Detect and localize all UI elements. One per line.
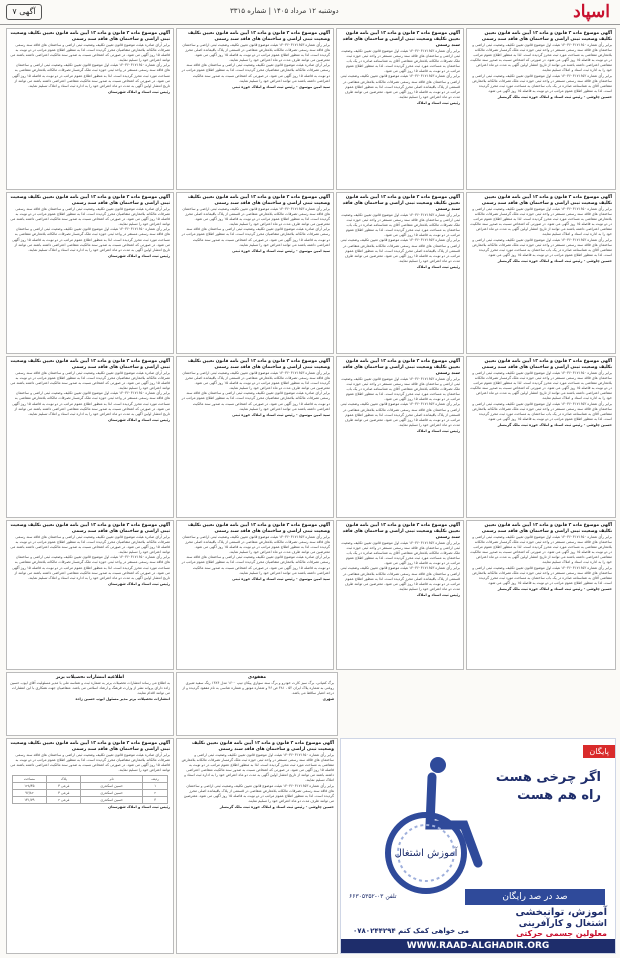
notice-title: آگهی موضوع ماده ۳ قانون و ماده ۱۳ آیین نامه قانون تعیین تکلیف وضعیت ثبتی اراضی و ساختمان های فاقد سند رسمی (10, 523, 170, 534)
table-cell: حسین اسکندری (81, 797, 143, 804)
issue-date: دوشنبه ۱۲ مرداد ۱۴۰۵ | شماره ۳۳۱۵ (230, 7, 339, 15)
notice-block (467, 29, 615, 189)
ad-ribbon: پایگان (583, 745, 615, 758)
wheel-text: آموزش اشتغال (394, 848, 458, 859)
publisher-notice-block (7, 673, 173, 735)
notice-body: برابر رأی شماره ۱۴۰۳۶۰۳۱۷۱۶۵۲ هیئت اول موضوع قانون تعیین تکلیف وضعیت ثبتی اراضی و ساختمان های فاقد سند رسمی مستقر در واحد ثبتی حوزه ثبت ملک تصرفات مالکانه بلامعارض متقاضی آقای به شناسنامه صادره در یک باب ساختمان به مساحت مورد ثبت محرز گردیده است. لذا به منظور اطلاع عموم مراتب در دو نوبت به فاصله ۱۵ روز آگهی می شود. (341, 213, 460, 238)
notice-body: برابر رأی شماره ۱۴۰۳۶۰۳۱۷۱۶۵۰ هیئت اول موضوع قانون تعیین تکلیف وضعیت ثبتی اراضی و ساختمان های فاقد سند رسمی مستقر در واحد ثبتی حوزه ثبت ملک گرمسار تصرفات مالکانه بلامعارض متقاضی به مساحت مورد ثبت محرز گردیده است. لذا به منظور اطلاع عموم مراتب در دو نوبت به فاصله ۱۵ روز آگهی می شود. در صورتی که اشخاص نسبت به صدور سند مالکیت متقاضی اعتراضی داشته باشند می توانند از تاریخ انتشار اولین آگهی به مدت دو ماه اعتراض خود را به اداره ثبت اسناد و املاک تسلیم نمایند. (470, 371, 612, 401)
ad-website: WWW.RAAD-ALGHADIR.ORG (341, 939, 615, 953)
notice-title: آگهی موضوع ماده ۳ قانون و ماده ۱۳ آیین نامه قانون تعیین تکلیف وضعیت ثبتی اراضی و ساختمان های فاقد سند رسمی (342, 523, 460, 540)
notice-signature: حسین چاوشی - رئیس ثبت اسناد و املاک حوزه ثبت ملک گرمسار (219, 804, 334, 809)
table-header: مساحت (12, 776, 46, 783)
table-cell: ۱۴۱/۷۹ (12, 797, 46, 804)
notice-body: برابر رأی شماره ۱۴۰۳۶۰۳۱۷۱۶۵۲ هیئت اول موضوع قانون تعیین تکلیف وضعیت ثبتی اراضی و ساختمان های فاقد سند رسمی مستقر در واحد ثبتی حوزه ثبت ملک تصرفات مالکانه بلامعارض متقاضی آقای به شناسنامه صادره در یک باب ساختمان به مساحت مورد ثبت محرز گردیده است. لذا به منظور اطلاع عموم مراتب در دو نوبت به فاصله ۱۵ روز آگهی می شود. (472, 565, 612, 585)
notice-signature: حسین چاوشی - رئیس ثبت اسناد و املاک حوزه ثبت ملک گرمسار (497, 258, 612, 263)
notice-column (176, 356, 334, 518)
table-header: ردیف (142, 776, 168, 783)
publisher-title: اطلاعیه انتشارات تحصیلات برتر (56, 675, 124, 680)
notice-body: برابر آرای صادره هیئت موضوع قانون تعیین تکلیف وضعیت ثبتی اراضی و ساختمان های فاقد سند رسمی تصرفات مالکانه بلامعارض متقاضیان محرز گردیده است. لذا به منظور اطلاع عموم مراتب در دو نوبت به فاصله ۱۵ روز آگهی می شود. در صورتی که اشخاص نسبت به صدور سند مالکیت اعتراضی داشته باشند می توانند اعتراض خود را تسلیم نمایند. (181, 63, 330, 83)
notice-with-table (6, 738, 174, 954)
notice-block (337, 29, 463, 189)
notice-title: آگهی موضوع ماده ۳ قانون و ماده ۱۳ آیین نامه قانون تعیین تکلیف وضعیت ثبتی اراضی و ساختمان های فاقد سند رسمی (10, 31, 170, 42)
notice-title: آگهی موضوع ماده ۳ قانون و ماده ۱۳ آیین نامه قانون تعیین تکلیف وضعیت ثبتی اراضی و ساختمان های فاقد سند رسمی (187, 359, 330, 370)
notice-title: آگهی موضوع ماده ۳ قانون و ماده ۱۳ آیین نامه قانون تعیین تکلیف وضعیت ثبتی اراضی و ساختمان های فاقد سند رسمی (10, 359, 170, 370)
notice-column (6, 356, 174, 518)
notice-column (336, 192, 464, 354)
notice-signature: رئیس ثبت اسناد و املاک شهرستان (108, 581, 170, 586)
notice-signature: رئیس ثبت اسناد و املاک (416, 264, 460, 269)
notice-block (467, 521, 615, 669)
notice-title: آگهی موضوع ماده ۳ قانون و ماده ۱۳ آیین نامه قانون تعیین تکلیف وضعیت ثبتی اراضی و ساختمان های فاقد سند رسمی (481, 523, 612, 534)
charity-advertisement (340, 738, 616, 954)
notice-title: آگهی موضوع ماده ۳ قانون و ماده ۱۳ آیین نامه قانون تعیین تکلیف وضعیت ثبتی اراضی و ساختمان های فاقد سند رسمی (481, 195, 612, 206)
notice-column (176, 28, 334, 190)
publisher-signature: انتشارات تحصیلات برتر مدیر مسئول ایوب حسین زاده (75, 697, 170, 702)
notice-block (337, 521, 463, 669)
ad-line-3: معلولین جسمی حرکتی (516, 929, 607, 938)
notice-signature: رئیس ثبت اسناد و املاک شهرستان (108, 417, 170, 422)
lost-city: شهری (322, 697, 334, 702)
notice-column (176, 192, 334, 354)
table-cell: ۳ (142, 797, 168, 804)
notice-block (177, 521, 333, 669)
notice-body: برابر رأی شماره ۱۴۰۳۶۰۳۱۷۱۶۵۰ هیئت اول موضوع قانون تعیین تکلیف وضعیت ثبتی اراضی و ساختمان های فاقد سند رسمی مستقر در واحد ثبتی حوزه ثبت ملک گرمسار تصرفات مالکانه بلامعارض متقاضی به مساحت مورد ثبت محرز گردیده است. لذا به منظور اطلاع عموم مراتب در دو نوبت به فاصله ۱۵ روز آگهی می شود. در صورتی که اشخاص نسبت به صدور سند مالکیت متقاضی اعتراضی داشته باشند می توانند از تاریخ انتشار اولین آگهی به مدت دو ماه اعتراض خود را به اداره ثبت اسناد و املاک تسلیم نمایند. (12, 63, 170, 88)
notice-body: برابر رأی شماره ۱۴۰۳۶۰۳۱۷۱۶۵۰ هیئت اول موضوع قانون تعیین تکلیف وضعیت ثبتی اراضی و ساختمان های فاقد سند رسمی مستقر در واحد ثبتی حوزه ثبت ملک گرمسار تصرفات مالکانه بلامعارض متقاضی به مساحت مورد ثبت محرز گردیده است. لذا به منظور اطلاع عموم مراتب در دو نوبت به فاصله ۱۵ روز آگهی می شود. در صورتی که اشخاص نسبت به صدور سند مالکیت متقاضی اعتراضی داشته باشند می توانند از تاریخ انتشار اولین آگهی به مدت دو ماه اعتراض خود را به اداره ثبت اسناد و املاک تسلیم نمایند. (12, 391, 170, 416)
notice-signature: سید امین موسوی - رئیس ثبت اسناد و املاک حوزه ثبتی (232, 248, 330, 253)
notice-body: برابر آرای صادره هیئت موضوع قانون تعیین تکلیف وضعیت ثبتی اراضی و ساختمان های فاقد سند رسمی تصرفات مالکانه بلامعارض متقاضیان محرز گردیده است. لذا به منظور اطلاع عموم مراتب در دو نوبت به فاصله ۱۵ روز آگهی می شود. در صورتی که اشخاص نسبت به صدور سند مالکیت اعتراضی داشته باشند می توانند اعتراض خود را تسلیم نمایند. (181, 555, 330, 575)
middle-bottom-block (176, 738, 338, 954)
notice-title: آگهی موضوع ماده ۳ قانون و ماده ۱۳ آیین نامه قانون تعیین تکلیف وضعیت ثبتی اراضی و ساختمان های فاقد سند رسمی (187, 523, 330, 534)
notice-column (336, 28, 464, 190)
notice-body: برابر رأی شماره ۱۴۰۳۶۰۳۱۷۱۶۵۲ هیئت اول موضوع قانون تعیین تکلیف وضعیت ثبتی اراضی و ساختمان های فاقد سند رسمی مستقر در واحد ثبتی حوزه ثبت ملک تصرفات مالکانه بلامعارض متقاضی آقای به شناسنامه صادره در یک باب ساختمان به مساحت مورد ثبت محرز گردیده است. لذا به منظور اطلاع عموم مراتب در دو نوبت به فاصله ۱۵ روز آگهی می شود. (341, 377, 460, 402)
table-cell: ۱۲۸/۴۵ (12, 783, 46, 790)
notice-body: برابر رأی شماره ۱۴۰۳۶۰۳۱۷۱۶۵۳ هیئت موضوع قانون تعیین تکلیف وضعیت ثبتی اراضی و ساختمان های فاقد سند رسمی تصرفات مالکانه بلامعارض متقاضی در قسمتی از پلاک باقیمانده اصلی محرز گردیده است. لذا به منظور اطلاع عموم مراتب در دو نوبت به فاصله ۱۵ روز آگهی می شود. معترضین می توانند ظرف مدت دو ماه اعتراض خود را تسلیم نمایند. (183, 783, 334, 803)
notice-column (6, 192, 174, 354)
table-header: پلاک (47, 776, 81, 783)
table-cell: ۲ (142, 790, 168, 797)
ad-headline (481, 769, 601, 805)
notice-body: برابر رأی شماره ۱۴۰۳۶۰۳۱۷۱۶۵۰ هیئت اول موضوع قانون تعیین تکلیف وضعیت ثبتی اراضی و ساختمان های فاقد سند رسمی مستقر در واحد ثبتی حوزه ثبت ملک گرمسار تصرفات مالکانه بلامعارض متقاضی به مساحت مورد ثبت محرز گردیده است. لذا به منظور اطلاع عموم مراتب در دو نوبت به فاصله ۱۵ روز آگهی می شود. در صورتی که اشخاص نسبت به صدور سند مالکیت متقاضی اعتراضی داشته باشند می توانند از تاریخ انتشار اولین آگهی به مدت دو ماه اعتراض خود را به اداره ثبت اسناد و املاک تسلیم نمایند. (12, 227, 170, 252)
notice-title: آگهی موضوع ماده ۳ قانون و ماده ۱۳ آیین نامه قانون تعیین تکلیف وضعیت ثبتی اراضی و ساختمان های فاقد سند رسمی (342, 195, 460, 212)
notice-body: برابر رأی شماره ۱۴۰۳۶۰۳۱۷۱۶۵۲ هیئت اول موضوع قانون تعیین تکلیف وضعیت ثبتی اراضی و ساختمان های فاقد سند رسمی مستقر در واحد ثبتی حوزه ثبت ملک تصرفات مالکانه بلامعارض متقاضی آقای به شناسنامه صادره در یک باب ساختمان به مساحت مورد ثبت محرز گردیده است. لذا به منظور اطلاع عموم مراتب در دو نوبت به فاصله ۱۵ روز آگهی می شود. (472, 237, 612, 257)
notice-signature: سید امین موسوی - رئیس ثبت اسناد و املاک حوزه ثبتی (232, 412, 330, 417)
table-cell: حسین اسکندری (81, 790, 143, 797)
notice-body: برابر آرای صادره هیئت موضوع قانون تعیین تکلیف وضعیت ثبتی اراضی و ساختمان های فاقد سند رسمی تصرفات مالکانه بلامعارض متقاضیان محرز گردیده است. لذا به منظور اطلاع عموم مراتب در دو نوبت به فاصله ۱۵ روز آگهی می شود. در صورتی که اشخاص نسبت به صدور سند مالکیت اعتراضی داشته باشند می توانند اعتراض خود را تسلیم نمایند. (10, 535, 170, 555)
notice-column (336, 520, 464, 670)
notice-block (177, 357, 333, 517)
notice-signature: رئیس ثبت اسناد و املاک (416, 100, 460, 105)
notice-signature: رئیس ثبت اسناد و املاک شهرستان (108, 253, 170, 258)
table-cell: ۱ (142, 783, 168, 790)
notice-signature: رئیس ثبت اسناد و املاک (416, 428, 460, 433)
ad-phone: تلفن ۰۳-۶۶۳۰۵۳۵۲ (349, 893, 397, 900)
table-row (12, 797, 168, 804)
notice-signature: حسین چاوشی - رئیس ثبت اسناد و املاک حوزه ثبت ملک گرمسار (497, 586, 612, 591)
notice-column (176, 520, 334, 670)
notice-title: آگهی موضوع ماده ۳ قانون و ماده ۱۳ آیین نامه قانون تعیین تکلیف وضعیت ثبتی اراضی و ساختمان های فاقد سند رسمی (481, 359, 612, 370)
notice-body: برابر رأی شماره ۱۴۰۳۶۰۳۱۷۱۶۵۳ هیئت موضوع قانون تعیین تکلیف وضعیت ثبتی اراضی و ساختمان های فاقد سند رسمی تصرفات مالکانه بلامعارض متقاضی در قسمتی از پلاک باقیمانده اصلی محرز گردیده است. لذا به منظور اطلاع عموم مراتب در دو نوبت به فاصله ۱۵ روز آگهی می شود. معترضین می توانند ظرف مدت دو ماه اعتراض خود را تسلیم نمایند. (182, 371, 330, 391)
notice-title: آگهی موضوع ماده ۳ قانون و ماده ۱۳ آیین نامه قانون تعیین تکلیف وضعیت ثبتی اراضی و ساختمان های فاقد سند رسمی (342, 359, 460, 376)
notice-body: برابر آرای صادره هیئت موضوع قانون تعیین تکلیف وضعیت ثبتی اراضی و ساختمان های فاقد سند رسمی تصرفات مالکانه بلامعارض متقاضیان محرز گردیده است. لذا به منظور اطلاع عموم مراتب در دو نوبت به فاصله ۱۵ روز آگهی می شود. در صورتی که اشخاص نسبت به صدور سند مالکیت اعتراضی داشته باشند می توانند اعتراض خود را تسلیم نمایند. (10, 43, 170, 63)
notice-block (7, 521, 173, 669)
notice-block (177, 29, 333, 189)
ad-line-1: آموزش، توانبخشی (515, 907, 607, 918)
table-row (12, 783, 168, 790)
notice-block (337, 357, 463, 517)
notice-block (177, 739, 337, 953)
notice-signature: سید امین موسوی - رئیس ثبت اسناد و املاک حوزه ثبتی (232, 84, 330, 89)
notice-body: برابر رأی شماره ۱۴۰۳۶۰۳۱۷۱۶۵۳ هیئت موضوع قانون تعیین تکلیف وضعیت ثبتی اراضی و ساختمان های فاقد سند رسمی تصرفات مالکانه بلامعارض متقاضی در قسمتی از پلاک باقیمانده اصلی محرز گردیده است. لذا به منظور اطلاع عموم مراتب در دو نوبت به فاصله ۱۵ روز آگهی می شود. معترضین می توانند ظرف مدت دو ماه اعتراض خود را تسلیم نمایند. (340, 566, 460, 591)
lost-notice (176, 672, 338, 736)
notice-signature: رئیس ثبت اسناد و املاک (416, 592, 460, 597)
notice-signature: حسین چاوشی - رئیس ثبت اسناد و املاک حوزه ثبت ملک گرمسار (497, 422, 612, 427)
notice-body: برابر رأی شماره ۱۴۰۳۶۰۳۱۷۱۶۵۳ هیئت موضوع قانون تعیین تکلیف وضعیت ثبتی اراضی و ساختمان های فاقد سند رسمی تصرفات مالکانه بلامعارض متقاضی در قسمتی از پلاک باقیمانده اصلی محرز گردیده است. لذا به منظور اطلاع عموم مراتب در دو نوبت به فاصله ۱۵ روز آگهی می شود. معترضین می توانند ظرف مدت دو ماه اعتراض خود را تسلیم نمایند. (340, 402, 460, 427)
notice-column (466, 192, 616, 354)
notice-block (467, 357, 615, 517)
notice-body: برابر رأی شماره ۱۴۰۳۶۰۳۱۷۱۶۵۲ هیئت اول موضوع قانون تعیین تکلیف وضعیت ثبتی اراضی و ساختمان های فاقد سند رسمی مستقر در واحد ثبتی حوزه ثبت ملک تصرفات مالکانه بلامعارض متقاضی آقای به شناسنامه صادره در یک باب ساختمان به مساحت مورد ثبت محرز گردیده است. لذا به منظور اطلاع عموم مراتب در دو نوبت به فاصله ۱۵ روز آگهی می شود. (341, 541, 460, 566)
notice-body: برابر آرای صادره هیئت موضوع قانون تعیین تکلیف وضعیت ثبتی اراضی و ساختمان های فاقد سند رسمی تصرفات مالکانه بلامعارض متقاضیان محرز گردیده است. لذا به منظور اطلاع عموم مراتب در دو نوبت به فاصله ۱۵ روز آگهی می شود. در صورتی که اشخاص نسبت به صدور سند مالکیت اعتراضی داشته باشند می توانند اعتراض خود را تسلیم نمایند. (10, 753, 170, 773)
notice-body: برابر رأی شماره ۱۴۰۳۶۰۳۱۷۱۶۵۳ هیئت موضوع قانون تعیین تکلیف وضعیت ثبتی اراضی و ساختمان های فاقد سند رسمی تصرفات مالکانه بلامعارض متقاضی در قسمتی از پلاک باقیمانده اصلی محرز گردیده است. لذا به منظور اطلاع عموم مراتب در دو نوبت به فاصله ۱۵ روز آگهی می شود. معترضین می توانند ظرف مدت دو ماه اعتراض خود را تسلیم نمایند. (182, 535, 330, 555)
notice-body: برابر رأی شماره ۱۴۰۳۶۰۳۱۷۱۶۵۳ هیئت موضوع قانون تعیین تکلیف وضعیت ثبتی اراضی و ساختمان های فاقد سند رسمی تصرفات مالکانه بلامعارض متقاضی در قسمتی از پلاک باقیمانده اصلی محرز گردیده است. لذا به منظور اطلاع عموم مراتب در دو نوبت به فاصله ۱۵ روز آگهی می شود. معترضین می توانند ظرف مدت دو ماه اعتراض خود را تسلیم نمایند. (340, 74, 460, 99)
notice-body: برابر آرای صادره هیئت موضوع قانون تعیین تکلیف وضعیت ثبتی اراضی و ساختمان های فاقد سند رسمی تصرفات مالکانه بلامعارض متقاضیان محرز گردیده است. لذا به منظور اطلاع عموم مراتب در دو نوبت به فاصله ۱۵ روز آگهی می شود. در صورتی که اشخاص نسبت به صدور سند مالکیت اعتراضی داشته باشند می توانند اعتراض خود را تسلیم نمایند. (10, 371, 170, 391)
newspaper-logo: اسپاد (573, 2, 610, 22)
table-cell: ۹۶/۸۲ (12, 790, 46, 797)
notice-body: برابر رأی شماره ۱۴۰۳۶۰۳۱۷۱۶۵۳ هیئت موضوع قانون تعیین تکلیف وضعیت ثبتی اراضی و ساختمان های فاقد سند رسمی تصرفات مالکانه بلامعارض متقاضی در قسمتی از پلاک باقیمانده اصلی محرز گردیده است. لذا به منظور اطلاع عموم مراتب در دو نوبت به فاصله ۱۵ روز آگهی می شود. معترضین می توانند ظرف مدت دو ماه اعتراض خود را تسلیم نمایند. (182, 207, 330, 227)
notice-signature: سید امین موسوی - رئیس ثبت اسناد و املاک حوزه ثبتی (232, 576, 330, 581)
notice-body: برابر آرای صادره هیئت موضوع قانون تعیین تکلیف وضعیت ثبتی اراضی و ساختمان های فاقد سند رسمی تصرفات مالکانه بلامعارض متقاضیان محرز گردیده است. لذا به منظور اطلاع عموم مراتب در دو نوبت به فاصله ۱۵ روز آگهی می شود. در صورتی که اشخاص نسبت به صدور سند مالکیت اعتراضی داشته باشند می توانند اعتراض خود را تسلیم نمایند. (10, 207, 170, 227)
publisher-notice (6, 672, 174, 736)
notice-column (466, 28, 616, 190)
notice-body: برابر آرای صادره هیئت موضوع قانون تعیین تکلیف وضعیت ثبتی اراضی و ساختمان های فاقد سند رسمی تصرفات مالکانه بلامعارض متقاضیان محرز گردیده است. لذا به منظور اطلاع عموم مراتب در دو نوبت به فاصله ۱۵ روز آگهی می شود. در صورتی که اشخاص نسبت به صدور سند مالکیت اعتراضی داشته باشند می توانند اعتراض خود را تسلیم نمایند. (181, 227, 330, 247)
notice-signature: رئیس ثبت اسناد و املاک شهرستان (108, 805, 170, 810)
notice-block (177, 193, 333, 353)
notice-table-block (7, 739, 173, 953)
notice-title: آگهی موضوع ماده ۳ قانون و ماده ۱۳ آیین نامه قانون تعیین تکلیف وضعیت ثبتی اراضی و ساختمان های فاقد سند رسمی (187, 195, 330, 206)
notice-body: برابر رأی شماره ۱۴۰۳۶۰۳۱۷۱۶۵۲ هیئت اول موضوع قانون تعیین تکلیف وضعیت ثبتی اراضی و ساختمان های فاقد سند رسمی مستقر در واحد ثبتی حوزه ثبت ملک تصرفات مالکانه بلامعارض متقاضی آقای به شناسنامه صادره در یک باب ساختمان به مساحت مورد ثبت محرز گردیده است. لذا به منظور اطلاع عموم مراتب در دو نوبت به فاصله ۱۵ روز آگهی می شود. (472, 73, 612, 93)
notice-body: برابر رأی شماره ۱۴۰۳۶۰۳۱۷۱۶۵۲ هیئت اول موضوع قانون تعیین تکلیف وضعیت ثبتی اراضی و ساختمان های فاقد سند رسمی مستقر در واحد ثبتی حوزه ثبت ملک تصرفات مالکانه بلامعارض متقاضی آقای به شناسنامه صادره در یک باب ساختمان به مساحت مورد ثبت محرز گردیده است. لذا به منظور اطلاع عموم مراتب در دو نوبت به فاصله ۱۵ روز آگهی می شود. (341, 49, 460, 74)
notice-body: برابر رأی شماره ۱۴۰۳۶۰۳۱۷۱۶۵۳ هیئت موضوع قانون تعیین تکلیف وضعیت ثبتی اراضی و ساختمان های فاقد سند رسمی تصرفات مالکانه بلامعارض متقاضی در قسمتی از پلاک باقیمانده اصلی محرز گردیده است. لذا به منظور اطلاع عموم مراتب در دو نوبت به فاصله ۱۵ روز آگهی می شود. معترضین می توانند ظرف مدت دو ماه اعتراض خود را تسلیم نمایند. (340, 238, 460, 263)
publisher-body: به اطلاع می رساند انتشارات تحصیلات برتر به شماره ثبت و شناسه ملی با مدیر مسئولیت آقای ایوب حسین زاده دارای پروانه نشر از وزارت فرهنگ و ارشاد اسلامی می باشد. متقاضیان جهت همکاری با این انتشارات می توانند اقدام نمایند. (10, 681, 170, 696)
notice-body: برابر رأی شماره ۱۴۰۳۶۰۳۱۷۱۶۵۰ هیئت اول موضوع قانون تعیین تکلیف وضعیت ثبتی اراضی و ساختمان های فاقد سند رسمی مستقر در واحد ثبتی حوزه ثبت ملک گرمسار تصرفات مالکانه بلامعارض متقاضی به مساحت مورد ثبت محرز گردیده است. لذا به منظور اطلاع عموم مراتب در دو نوبت به فاصله ۱۵ روز آگهی می شود. در صورتی که اشخاص نسبت به صدور سند مالکیت متقاضی اعتراضی داشته باشند می توانند از تاریخ انتشار اولین آگهی به مدت دو ماه اعتراض خود را به اداره ثبت اسناد و املاک تسلیم نمایند. (470, 207, 612, 237)
table-row (12, 790, 168, 797)
notice-body: برابر رأی شماره ۱۴۰۳۶۰۳۱۷۱۶۵۳ هیئت موضوع قانون تعیین تکلیف وضعیت ثبتی اراضی و ساختمان های فاقد سند رسمی تصرفات مالکانه بلامعارض متقاضی در قسمتی از پلاک باقیمانده اصلی محرز گردیده است. لذا به منظور اطلاع عموم مراتب در دو نوبت به فاصله ۱۵ روز آگهی می شود. معترضین می توانند ظرف مدت دو ماه اعتراض خود را تسلیم نمایند. (182, 43, 330, 63)
notice-block (7, 29, 173, 189)
notice-column (466, 520, 616, 670)
notice-title: آگهی موضوع ماده ۳ قانون و ماده ۱۳ آیین نامه قانون تعیین تکلیف وضعیت ثبتی اراضی و ساختمان های فاقد سند رسمی (10, 741, 170, 752)
lost-notice-block (177, 673, 337, 735)
table-cell: حسین اسکندری (81, 783, 143, 790)
ad-headline-line-2: راه هم هست (517, 788, 601, 803)
notice-title: آگهی موضوع ماده ۳ قانون و ماده ۱۳ آیین نامه قانون تعیین تکلیف وضعیت ثبتی اراضی و ساختمان های فاقد سند رسمی (481, 31, 612, 42)
page-label: آگهی ۷ (6, 4, 42, 20)
notice-signature: رئیس ثبت اسناد و املاک شهرستان (108, 89, 170, 94)
notice-title: آگهی موضوع ماده ۳ قانون و ماده ۱۳ آیین نامه قانون تعیین تکلیف وضعیت ثبتی اراضی و ساختمان های فاقد سند رسمی (187, 31, 330, 42)
notice-body: برابر رأی شماره ۱۴۰۳۶۰۳۱۷۱۶۵۰ هیئت اول موضوع قانون تعیین تکلیف وضعیت ثبتی اراضی و ساختمان های فاقد سند رسمی مستقر در واحد ثبتی حوزه ثبت ملک گرمسار تصرفات مالکانه بلامعارض متقاضی به مساحت مورد ثبت محرز گردیده است. لذا به منظور اطلاع عموم مراتب در دو نوبت به فاصله ۱۵ روز آگهی می شود. در صورتی که اشخاص نسبت به صدور سند مالکیت متقاضی اعتراضی داشته باشند می توانند از تاریخ انتشار اولین آگهی به مدت دو ماه اعتراض خود را به اداره ثبت اسناد و املاک تسلیم نمایند. (470, 43, 612, 73)
table-cell: فرعی ۴ (47, 783, 81, 790)
notice-column (6, 520, 174, 670)
notice-body: برابر رأی شماره ۱۴۰۳۶۰۳۱۷۱۶۵۲ هیئت اول موضوع قانون تعیین تکلیف وضعیت ثبتی اراضی و ساختمان های فاقد سند رسمی مستقر در واحد ثبتی حوزه ثبت ملک تصرفات مالکانه بلامعارض متقاضی آقای به شناسنامه صادره در یک باب ساختمان به مساحت مورد ثبت محرز گردیده است. لذا به منظور اطلاع عموم مراتب در دو نوبت به فاصله ۱۵ روز آگهی می شود. (472, 401, 612, 421)
table-cell: فرعی ۴ (47, 790, 81, 797)
notice-column (6, 28, 174, 190)
table-cell: فرعی ۲ (47, 797, 81, 804)
notice-body: برابر رأی شماره ۱۴۰۳۶۰۳۱۷۱۶۵۰ هیئت اول موضوع قانون تعیین تکلیف وضعیت ثبتی اراضی و ساختمان های فاقد سند رسمی مستقر در واحد ثبتی حوزه ثبت ملک گرمسار تصرفات مالکانه بلامعارض متقاضی به مساحت مورد ثبت محرز گردیده است. لذا به منظور اطلاع عموم مراتب در دو نوبت به فاصله ۱۵ روز آگهی می شود. در صورتی که اشخاص نسبت به صدور سند مالکیت متقاضی اعتراضی داشته باشند می توانند از تاریخ انتشار اولین آگهی به مدت دو ماه اعتراض خود را به اداره ثبت اسناد و املاک تسلیم نمایند. (12, 555, 170, 580)
ad-free-badge: صد در صد رایگان (465, 889, 605, 905)
ad-line-4: می خواهی کمک کنم ۰۷۸۰۲۴۴۲۹۴ (352, 927, 469, 935)
notice-block (7, 193, 173, 353)
ad-headline-line-1: اگر چرخی هست (495, 770, 601, 785)
notice-block (7, 357, 173, 517)
notice-title: آگهی موضوع ماده ۳ قانون و ماده ۱۳ آیین نامه قانون تعیین تکلیف وضعیت ثبتی اراضی و ساختمان های فاقد سند رسمی (191, 741, 334, 752)
notice-body: برابر رأی شماره ۱۴۰۳۶۰۳۱۷۱۶۵۰ هیئت اول موضوع قانون تعیین تکلیف وضعیت ثبتی اراضی و ساختمان های فاقد سند رسمی مستقر در واحد ثبتی حوزه ثبت ملک گرمسار تصرفات مالکانه بلامعارض متقاضی به مساحت مورد ثبت محرز گردیده است. لذا به منظور اطلاع عموم مراتب در دو نوبت به فاصله ۱۵ روز آگهی می شود. در صورتی که اشخاص نسبت به صدور سند مالکیت متقاضی اعتراضی داشته باشند می توانند از تاریخ انتشار اولین آگهی به مدت دو ماه اعتراض خود را به اداره ثبت اسناد و املاک تسلیم نمایند. (470, 535, 612, 565)
parcel-table (12, 775, 169, 804)
notice-column (466, 356, 616, 518)
notice-block (467, 193, 615, 353)
page-header (0, 0, 620, 25)
notice-signature: حسین چاوشی - رئیس ثبت اسناد و املاک حوزه ثبت ملک گرمسار (497, 94, 612, 99)
notice-block (337, 193, 463, 353)
table-header: نام (81, 776, 143, 783)
notice-body: برابر رأی شماره ۱۴۰۳۶۰۳۱۷۱۶۵۰ هیئت اول موضوع قانون تعیین تکلیف وضعیت ثبتی اراضی و ساختمان های فاقد سند رسمی مستقر در واحد ثبتی حوزه ثبت ملک گرمسار تصرفات مالکانه بلامعارض متقاضی به مساحت مورد ثبت محرز گردیده است. لذا به منظور اطلاع عموم مراتب در دو نوبت به فاصله ۱۵ روز آگهی می شود. در صورتی که اشخاص نسبت به صدور سند مالکیت متقاضی اعتراضی داشته باشند می توانند از تاریخ انتشار اولین آگهی به مدت دو ماه اعتراض خود را به اداره ثبت اسناد و املاک تسلیم نمایند. (181, 753, 334, 783)
lost-title: مفقودی (247, 675, 267, 680)
notice-column (336, 356, 464, 518)
ad-line-2: اشتغال و کارآفرینی (518, 919, 607, 929)
notice-title: آگهی موضوع ماده ۳ قانون و ماده ۱۳ آیین نامه قانون تعیین تکلیف وضعیت ثبتی اراضی و ساختمان های فاقد سند رسمی (342, 31, 460, 48)
wheelchair-icon (366, 755, 496, 905)
lost-body: برگ کمپانی، برگ سبز کارت خودرو و برگ سند سواری پیکان تیپ ۱۶۰۰ مدل ۱۳۸۴ رنگ سفید شیری روغنی به شماره پلاک ایران ۵۲ - ۴۸۱ ص ۴۶ و شماره موتور و شماره شاسی به نام مفقود گردیده و از درجه اعتبار ساقط می باشد. (182, 681, 334, 696)
notice-body: برابر آرای صادره هیئت موضوع قانون تعیین تکلیف وضعیت ثبتی اراضی و ساختمان های فاقد سند رسمی تصرفات مالکانه بلامعارض متقاضیان محرز گردیده است. لذا به منظور اطلاع عموم مراتب در دو نوبت به فاصله ۱۵ روز آگهی می شود. در صورتی که اشخاص نسبت به صدور سند مالکیت اعتراضی داشته باشند می توانند اعتراض خود را تسلیم نمایند. (181, 391, 330, 411)
notice-title: آگهی موضوع ماده ۳ قانون و ماده ۱۳ آیین نامه قانون تعیین تکلیف وضعیت ثبتی اراضی و ساختمان های فاقد سند رسمی (10, 195, 170, 206)
